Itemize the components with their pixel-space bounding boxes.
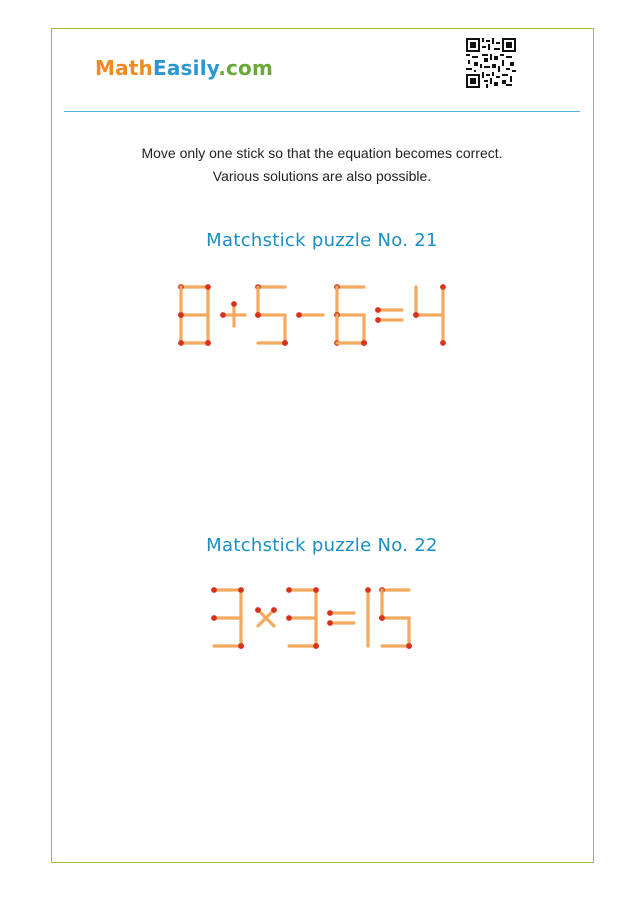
logo-math: Math: [95, 56, 153, 80]
site-logo[interactable]: [95, 56, 273, 80]
puzzle-title-21: Matchstick puzzle No. 21: [206, 230, 438, 251]
logo-domain: .com: [218, 56, 274, 80]
instruction-line-2: Various solutions are also possible.: [212, 168, 432, 184]
header-divider: [64, 111, 580, 112]
logo-easily: Easily: [153, 56, 219, 80]
puzzle-title-22: Matchstick puzzle No. 22: [206, 535, 438, 556]
instruction-line-1: Move only one stick so that the equation becomes correct.: [141, 145, 503, 161]
qr-code-icon: [466, 38, 516, 88]
